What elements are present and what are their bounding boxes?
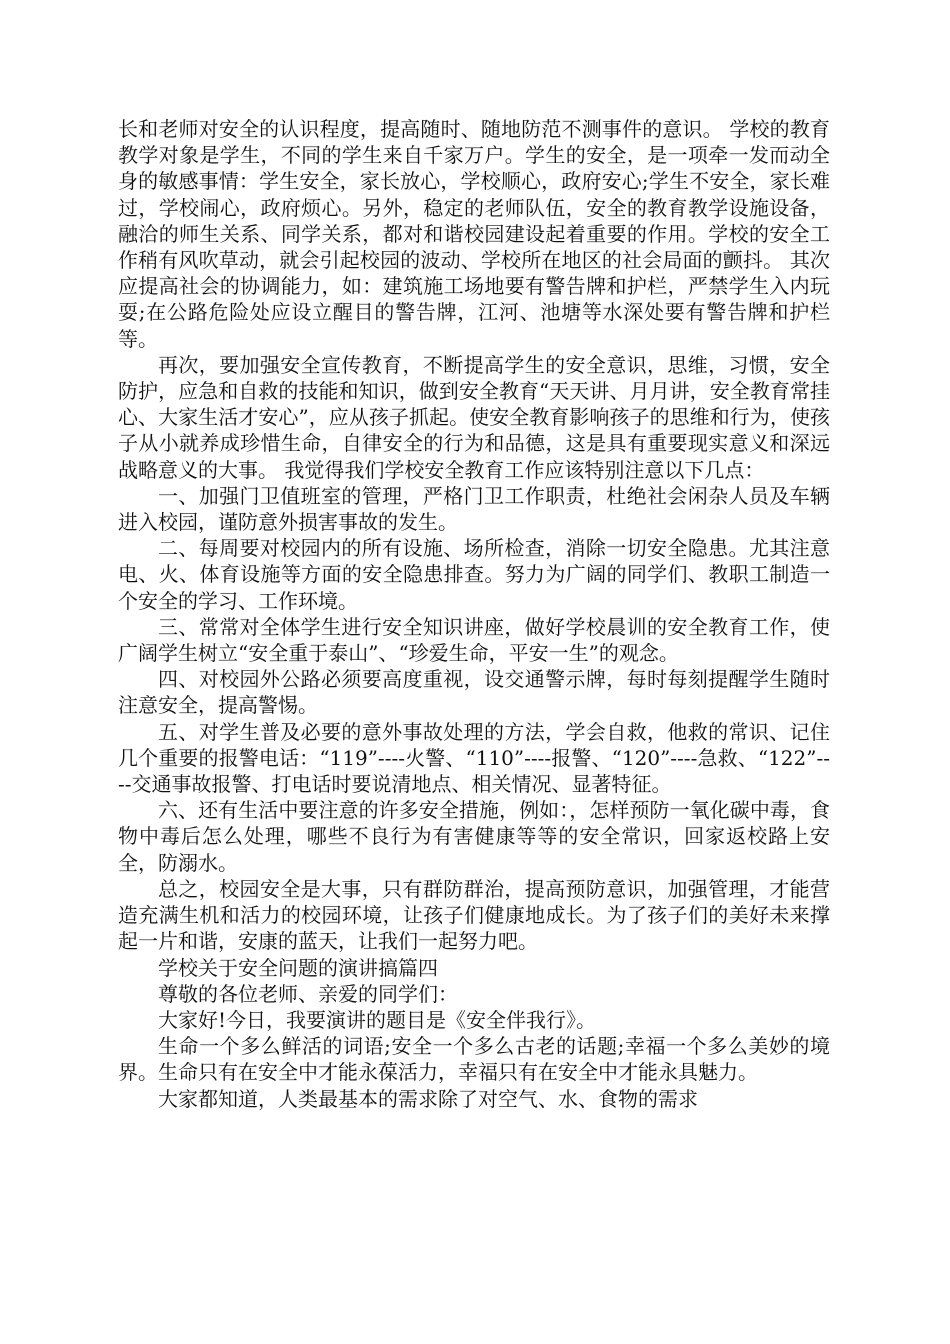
paragraph-basic-needs: 大家都知道，人类最基本的需求除了对空气、水、食物的需求 (158, 1086, 698, 1111)
paragraph-conclusion: 总之，校园安全是大事，只有群防群治，提高预防意识，加强管理，才能营造充满生机和活力的校园环境，让孩子们健康地成长。为了孩子们的美好未来撑起一片和谐，安康的蓝天，让我们一起努力吧。 (118, 876, 830, 954)
paragraph-point-four: 四、对校园外公路必须要高度重视，设交通警示牌，每时每刻提醒学生随时注意安全，提高警惕。 (118, 667, 830, 718)
paragraph-point-three: 三、常常对全体学生进行安全知识讲座，做好学校晨训的安全教育工作，使广阔学生树立“安全重于泰山”、“珍爱生命，平安一生”的观念。 (118, 614, 830, 666)
salutation: 尊敬的各位老师、亲爱的同学们： (158, 981, 458, 1006)
document-page (118, 116, 830, 1112)
paragraph-point-five: 五、对学生普及必要的意外事故处理的方法，学会自救，他救的常识、记住几个重要的报警电话：“119”----火警、“110”----报警、“120”----急救、“122”----交通事故报警、打电话时要说清地点、相关情况、显著特征。 (118, 719, 830, 797)
paragraph-point-six: 六、还有生活中要注意的许多安全措施，例如：，怎样预防一氧化碳中毒，食物中毒后怎么处理，哪些不良行为有害健康等等的安全常识，回家返校路上安全，防溺水。 (118, 798, 830, 875)
paragraph-greeting: 大家好!今日，我要演讲的题目是《安全伴我行》。 (158, 1007, 597, 1032)
paragraph-point-one: 一、加强门卫值班室的管理，严格门卫工作职责，杜绝社会闲杂人员及车辆进入校园，谨防意外损害事故的发生。 (118, 483, 830, 535)
paragraph-life-safety: 生命一个多么鲜活的词语;安全一个多么古老的话题;幸福一个多么美妙的境界。生命只有在安全中才能永葆活力，幸福只有在安全中才能永具魅力。 (118, 1034, 830, 1085)
paragraph-point-two: 二、每周要对校园内的所有设施、场所检查，消除一切安全隐患。尤其注意电、火、体育设施等方面的安全隐患排查。努力为广阔的同学们、教职工制造一个安全的学习、工作环境。 (118, 536, 830, 613)
paragraph-safety-awareness: 长和老师对安全的认识程度，提高随时、随地防范不测事件的意识。 学校的教育教学对象是学生，不同的学生来自千家万户。学生的安全，是一项牵一发而动全身的敏感事情：学生安全，家长放心，学校顺心，政府安心;学生不安全，家长难过，学校闹心，政府烦心。另外，稳定的老师队伍，安全的教育教学设施设备，融洽的师生关系、同学关系，都对和谐校园建设起着重要的作用。学校的安全工作稍有风吹草动，就会引起校园的波动、学校所在地区的社会局面的颤抖。 其次应提高社会的协调能力，如：建筑施工场地要有警告牌和护栏，严禁学生入内玩耍;在公路危险处应设立醒目的警告牌，江河、池塘等水深处要有警告牌和护栏等。 (118, 117, 830, 351)
section-heading: 学校关于安全问题的演讲搞篇四 (158, 955, 438, 980)
paragraph-safety-publicity: 再次，要加强安全宣传教育，不断提高学生的安全意识，思维，习惯，安全防护，应急和自救的技能和知识，做到安全教育“天天讲、月月讲，安全教育常挂心、大家生活才安心”，应从孩子抓起。使安全教育影响孩子的思维和行为，使孩子从小就养成珍惜生命，自律安全的行为和品德，这是具有重要现实意义和深远战略意义的大事。 我觉得我们学校安全教育工作应该特别注意以下几点： (118, 352, 830, 482)
